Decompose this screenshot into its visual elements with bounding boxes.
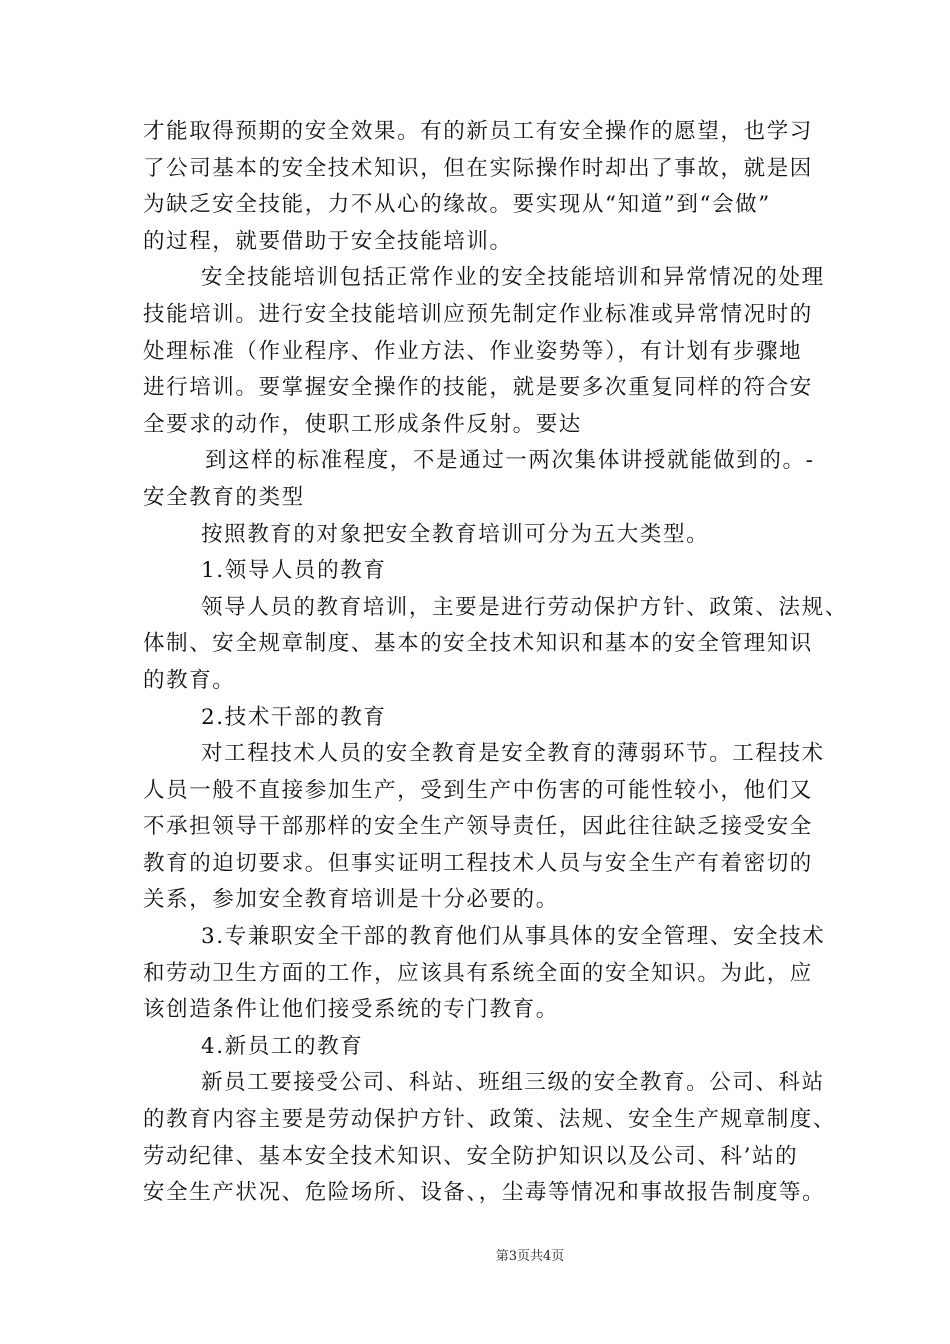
- paragraph-line: 才能取得预期的安全效果。有的新员工有安全操作的愿望，也学习: [143, 119, 813, 144]
- subsection-heading: 3.专兼职安全干部的教育他们从事具体的安全管理、安全技术: [201, 924, 826, 950]
- paragraph-line: 的教育内容主要是劳动保护方针、政策、法规、安全生产规章制度、: [143, 1107, 837, 1133]
- paragraph-line: 技能培训。进行安全技能培训应预先制定作业标准或异常情况时的: [143, 301, 813, 327]
- paragraph-line: 处理标准（作业程序、作业方法、作业姿势等），有计划有步骤地: [143, 338, 803, 364]
- section-heading: 安全教育的类型: [143, 484, 305, 510]
- paragraph-line: 领导人员的教育培训，主要是进行劳动保护方针、政策、法规、: [201, 594, 848, 620]
- paragraph-line: 按照教育的对象把安全教育培训可分为五大类型。: [201, 521, 710, 547]
- paragraph-line: 为缺乏安全技能，力不从心的缘故。要实现从“知道”到“会做”: [143, 192, 771, 218]
- paragraph-line: 的过程，就要借助于安全技能培训。: [143, 228, 513, 254]
- paragraph-line: 安全生产状况、危险场所、设备、，尘毒等情况和事故报告制度等。: [143, 1180, 826, 1206]
- paragraph-line: 的教育。: [143, 667, 236, 693]
- paragraph-line: 对工程技术人员的安全教育是安全教育的薄弱环节。工程技术: [201, 741, 825, 767]
- paragraph-line: 进行培训。要掌握安全操作的技能，就是要多次重复同样的符合安: [143, 375, 813, 401]
- subsection-heading: 2.技术干部的教育: [201, 704, 387, 730]
- paragraph-line: 和劳动卫生方面的工作，应该具有系统全面的安全知识。为此，应: [143, 960, 813, 986]
- paragraph-line: 新员工要接受公司、科站、班组三级的安全教育。公司、科站: [201, 1070, 825, 1096]
- paragraph-line: 到这样的标准程度，不是通过一两次集体讲授就能做到的。-: [205, 448, 815, 474]
- paragraph-line: 安全技能培训包括正常作业的安全技能培训和异常情况的处理: [201, 265, 825, 291]
- paragraph-line: 劳动纪律、基本安全技术知识、安全防护知识以及公司、科’站的: [143, 1143, 799, 1169]
- paragraph-line: 了公司基本的安全技术知识，但在实际操作时却出了事故，就是因: [143, 155, 813, 181]
- document-body: [143, 114, 848, 1212]
- paragraph-line: 该创造条件让他们接受系统的专门教育。: [143, 997, 559, 1023]
- paragraph-line: 不承担领导干部那样的安全生产领导责任，因此往往缺乏接受安全: [143, 814, 813, 840]
- page-number-footer: 第3页共4页: [495, 1249, 565, 1264]
- paragraph-line: 体制、安全规章制度、基本的安全技术知识和基本的安全管理知识: [143, 631, 813, 657]
- subsection-heading: 1.领导人员的教育: [201, 558, 387, 584]
- paragraph-line: 全要求的动作，使职工形成条件反射。要达: [143, 411, 582, 437]
- subsection-heading: 4.新员工的教育: [201, 1033, 364, 1059]
- paragraph-line: 教育的迫切要求。但事实证明工程技术人员与安全生产有着密切的: [143, 850, 813, 876]
- paragraph-line: 人员一般不直接参加生产，受到生产中伤害的可能性较小，他们又: [143, 777, 813, 803]
- paragraph-line: 关系，参加安全教育培训是十分必要的。: [143, 887, 559, 913]
